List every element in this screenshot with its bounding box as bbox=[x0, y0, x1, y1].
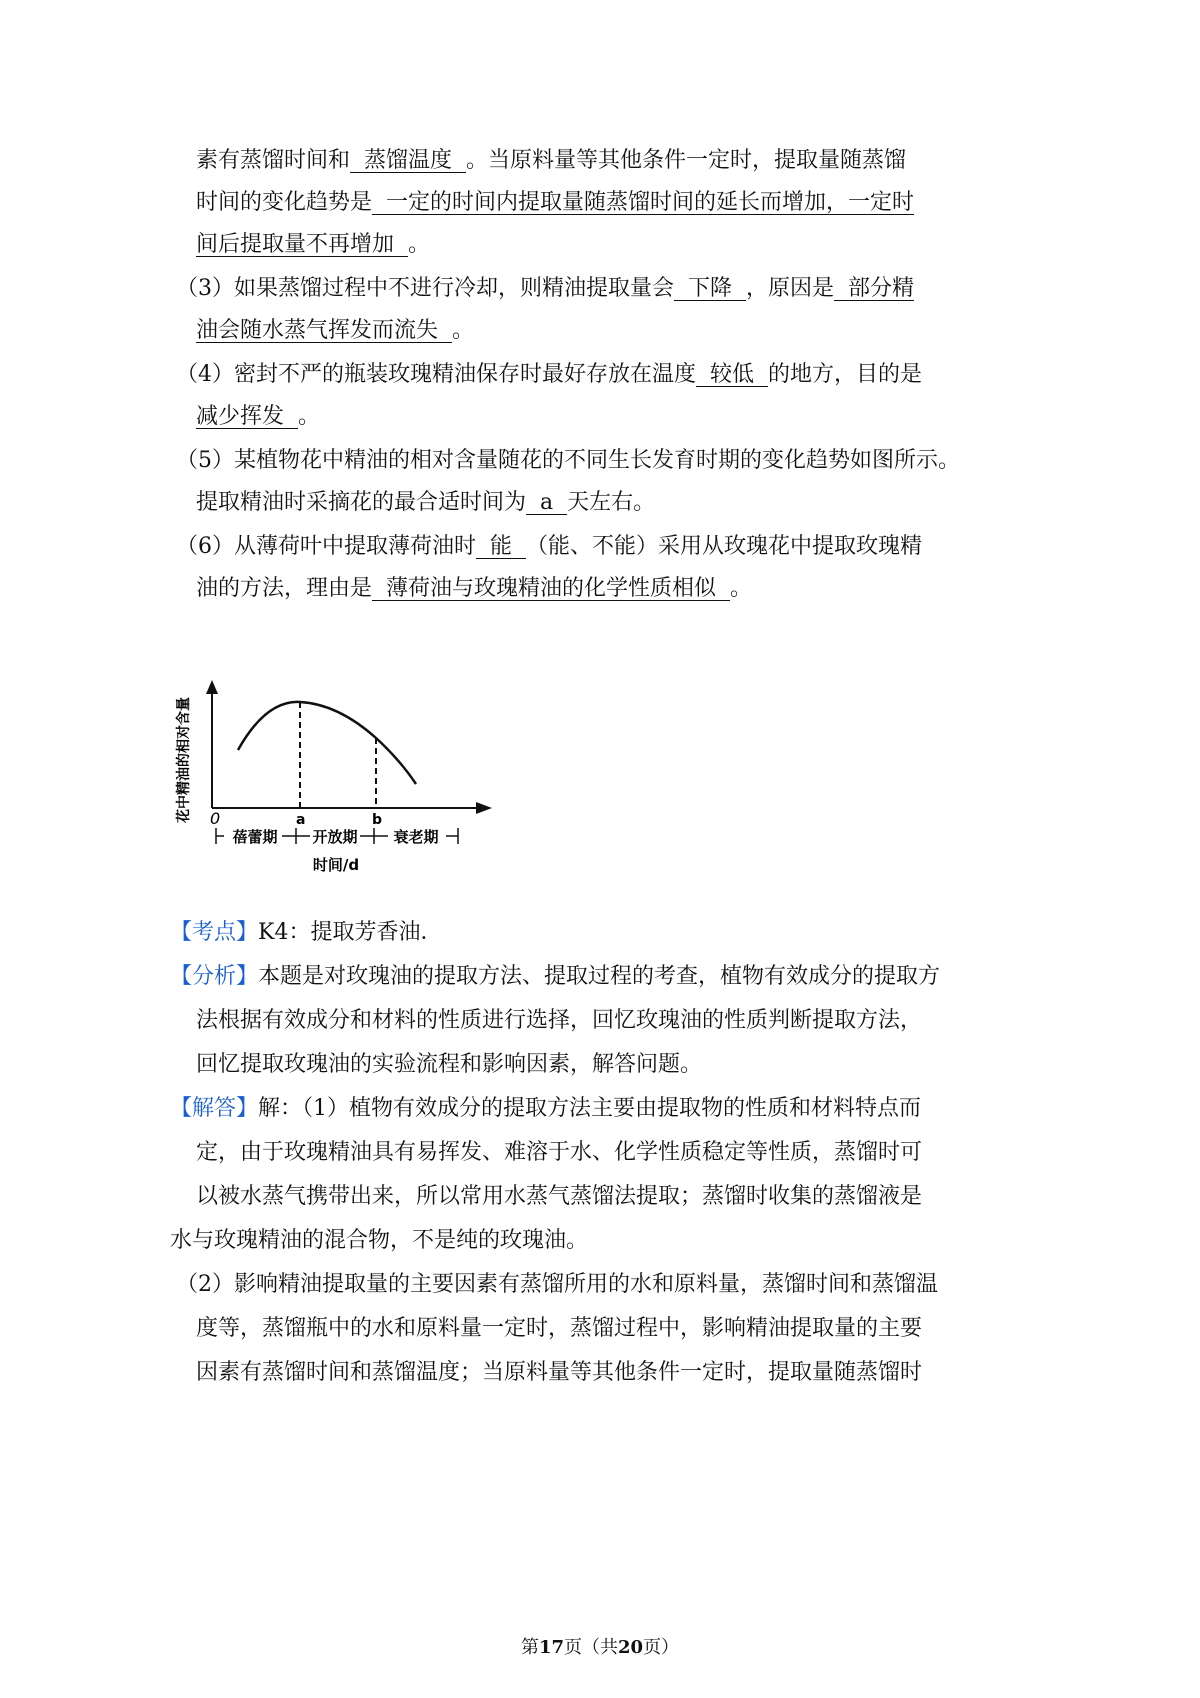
text-line bbox=[196, 1182, 922, 1212]
text-segment: 油的方法，理由是 bbox=[196, 576, 373, 601]
text-segment: 时间的变化趋势是 bbox=[196, 190, 373, 215]
x-axis-label: 时间/d bbox=[312, 856, 360, 874]
text-segment: 以被水蒸气携带出来，所以常用水蒸气蒸馏法提取；蒸馏时收集的蒸馏液是 bbox=[196, 1184, 923, 1209]
answer-blank: a bbox=[526, 490, 568, 515]
text-segment: 定，由于玫瑰精油具有易挥发、难溶于水、化学性质稳定等性质，蒸馏时可 bbox=[196, 1140, 923, 1165]
text-segment: 因素有蒸馏时间和蒸馏温度；当原料量等其他条件一定时，提取量随蒸馏时 bbox=[196, 1360, 923, 1385]
period-aging-label: 衰老期 bbox=[393, 828, 439, 846]
text-line bbox=[196, 1314, 922, 1344]
content-curve bbox=[238, 702, 416, 784]
text-segment: （4）密封不严的瓶装玫瑰精油保存时最好存放在温度 bbox=[176, 362, 696, 387]
text-line bbox=[176, 360, 922, 390]
text-segment: （2）影响精油提取量的主要因素有蒸馏所用的水和原料量，蒸馏时间和蒸馏温 bbox=[176, 1272, 938, 1297]
text-segment: 度等，蒸馏瓶中的水和原料量一定时，蒸馏过程中，影响精油提取量的主要 bbox=[196, 1316, 923, 1341]
answer-blank: 较低 bbox=[696, 362, 768, 387]
section-tag: 【考点】 bbox=[170, 920, 259, 945]
text-segment: 的地方，目的是 bbox=[767, 362, 922, 387]
text-line bbox=[196, 402, 320, 432]
answer-blank: 蒸馏温度 bbox=[350, 148, 466, 173]
mark-a-label: a bbox=[296, 812, 306, 828]
period-bloom-label: 开放期 bbox=[312, 828, 358, 846]
answer-blank: 间后提取量不再增加 bbox=[196, 232, 395, 257]
mark-b-label: b bbox=[372, 812, 383, 828]
section-tag: 【解答】 bbox=[170, 1096, 259, 1121]
text-segment: K4：提取芳香油． bbox=[258, 920, 443, 945]
answer-blank: 下降 bbox=[674, 276, 746, 301]
text-segment: 。 bbox=[730, 576, 753, 601]
text-line bbox=[196, 1050, 702, 1080]
text-line bbox=[176, 1270, 938, 1300]
text-segment: （5）某植物花中精油的相对含量随花的不同生长发育时期的变化趋势如图所示。 bbox=[176, 448, 960, 473]
text-segment: 回忆提取玫瑰油的实验流程和影响因素，解答问题。 bbox=[196, 1052, 703, 1077]
text-segment: 。当原料量等其他条件一定时，提取量随蒸馏 bbox=[466, 148, 907, 173]
text-line bbox=[170, 962, 940, 992]
text-segment: （能、不能）采用从玫瑰花中提取玫瑰精 bbox=[525, 534, 922, 559]
text-segment: 天左右。 bbox=[567, 490, 656, 515]
text-segment: 本题是对玫瑰油的提取方法、提取过程的考查，植物有效成分的提取方 bbox=[258, 964, 941, 989]
origin-label: 0 bbox=[210, 809, 221, 828]
text-segment: 。 bbox=[298, 404, 321, 429]
text-line bbox=[170, 1094, 921, 1124]
y-axis-arrow bbox=[206, 680, 218, 694]
text-line bbox=[176, 274, 914, 304]
text-line bbox=[176, 446, 960, 476]
text-line bbox=[196, 1006, 922, 1036]
text-line bbox=[196, 488, 655, 518]
answer-blank: 部分精 bbox=[834, 276, 914, 301]
footer-suffix: 页） bbox=[643, 1637, 680, 1658]
text-line bbox=[196, 574, 752, 604]
text-line bbox=[196, 146, 906, 176]
answer-blank: 油会随水蒸气挥发而流失 bbox=[196, 318, 452, 343]
answer-blank: 能 bbox=[476, 534, 526, 559]
text-segment: 解：（1）植物有效成分的提取方法主要由提取物的性质和材料特点而 bbox=[258, 1096, 922, 1121]
footer-prefix: 第 bbox=[520, 1637, 539, 1658]
period-bud-label: 蓓蕾期 bbox=[232, 828, 278, 846]
text-segment: （6）从薄荷叶中提取薄荷油时 bbox=[176, 534, 476, 559]
essential-oil-content-figure bbox=[170, 680, 500, 940]
text-segment: 。 bbox=[408, 232, 431, 257]
answer-blank: 减少挥发 bbox=[196, 404, 298, 429]
text-line bbox=[196, 1358, 922, 1388]
footer-middle: 页（共 bbox=[564, 1637, 618, 1658]
page-footer bbox=[0, 1636, 1200, 1660]
text-segment: 提取精油时采摘花的最合适时间为 bbox=[196, 490, 527, 515]
section-tag: 【分析】 bbox=[170, 964, 259, 989]
text-segment: （3）如果蒸馏过程中不进行冷却，则精油提取量会 bbox=[176, 276, 674, 301]
text-segment: 。 bbox=[452, 318, 475, 343]
text-segment: ，原因是 bbox=[745, 276, 834, 301]
text-line bbox=[196, 188, 914, 218]
text-line bbox=[170, 1226, 588, 1256]
answer-blank: 一定的时间内提取量随蒸馏时间的延长而增加，一定时 bbox=[372, 190, 915, 215]
footer-page-number: 17 bbox=[538, 1637, 564, 1658]
text-segment: 素有蒸馏时间和 bbox=[196, 148, 351, 173]
text-line bbox=[196, 1138, 922, 1168]
text-segment: 法根据有效成分和材料的性质进行选择，回忆玫瑰油的性质判断提取方法， bbox=[196, 1008, 923, 1033]
x-axis-arrow bbox=[476, 802, 492, 814]
text-segment: 水与玫瑰精油的混合物，不是纯的玫瑰油。 bbox=[170, 1228, 589, 1253]
footer-total-pages: 20 bbox=[618, 1637, 644, 1658]
text-line bbox=[176, 532, 922, 562]
y-axis-label: 花中精油的相对含量 bbox=[176, 697, 192, 823]
text-line bbox=[196, 316, 474, 346]
answer-blank: 薄荷油与玫瑰精油的化学性质相似 bbox=[372, 576, 730, 601]
text-line bbox=[196, 230, 430, 260]
answer-blank bbox=[394, 232, 408, 257]
